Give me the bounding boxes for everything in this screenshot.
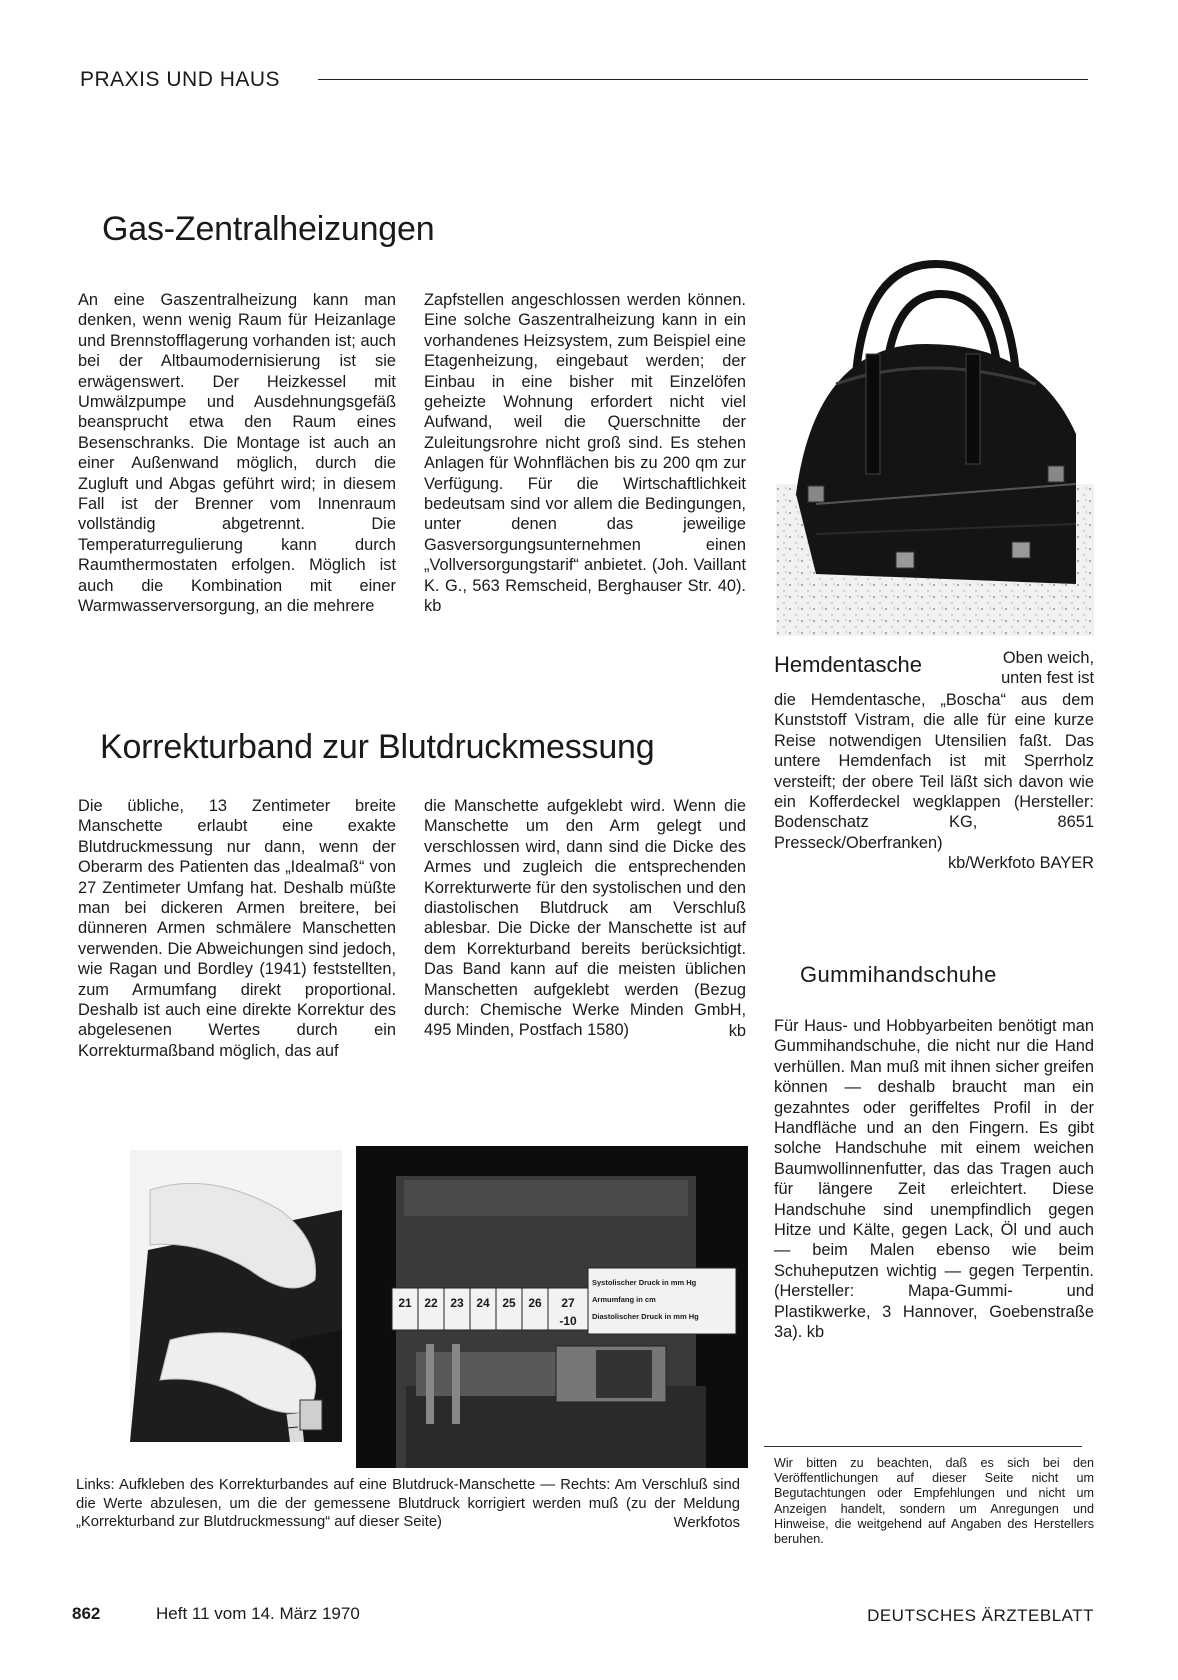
article-hemden-lead bbox=[968, 648, 1094, 689]
article-hemden-credit: kb/Werkfoto BAYER bbox=[947, 854, 1094, 873]
photo-caption-text: Links: Aufkleben des Korrekturbandes auf eine Blutdruck-Manschette — Rechts: Am Verschluß sind die Werte abzulesen, um die der gemessene Blutdruck korrigiert werden muß (zu der Meldung „Korrekturband zur Blutdruckmessung“ auf dieser Seite) bbox=[76, 1477, 740, 1531]
article-hemden-lead-1: Oben weich, bbox=[1002, 649, 1094, 667]
article-title-hemden: Hemdentasche bbox=[774, 652, 922, 677]
article-korrektur-col2-text: die Manschette aufgeklebt wird. Wenn die Manschette um den Arm gelegt und verschlossen wird, dann sind die Dicke des Armes und zugleich die entsprechenden Korrekturwerte für den systolischen und den diastolischen Blutdruck am Verschluß ablesbar. Die Dicke der Manschette ist auf dem Korrekturband bereits berücksichtigt. Das Band kann auf die meisten üblichen Manschetten aufgeklebt werden (Bezug durch: Chemische Werke Minden GmbH, 495 Minden, Postfach 1580) bbox=[424, 797, 746, 1040]
article-korrektur-signature: kb bbox=[728, 1021, 746, 1040]
band-number: 21 bbox=[398, 1296, 412, 1310]
photo-applying-band bbox=[130, 1150, 342, 1442]
article-hemden-body bbox=[774, 690, 1094, 874]
section-label: PRAXIS UND HAUS bbox=[80, 68, 281, 91]
article-gas-col1-text: An eine Gaszentralheizung kann man denken, wenn wenig Raum für Heizanlage und Brennstofflagerung vorhanden ist; auch bei der Altbaumodernisierung ist sie erwägenswert. Der Heizkessel mit Umwälzpumpe und Ausdehnungsgefäß beansprucht etwa den Raum eines Besenschranks. Die Montage ist auch an einer Außenwand möglich, durch die Zugluft und Abgas geführt wird; in diesem Fall ist der Brenner vom Innenraum vollständig abgetrennt. Die Temperaturregulierung kann durch Raumthermostaten erfolgen. Möglich ist auch die Kombination mit einer Warmwasserversorgung, an die mehrere bbox=[78, 291, 396, 616]
issue-info: Heft 11 vom 14. März 1970 bbox=[156, 1604, 360, 1623]
band-number: 23 bbox=[450, 1296, 464, 1310]
article-gas-col2-text: Zapfstellen angeschlossen werden können. Eine solche Gaszentralheizung kann in ein vorhandenes Heizsystem, zum Beispiel eine Etagenheizung, eingebaut werden; der Einbau in eine bisher mit Einzelöfen geheizte Wohnung erfordert nicht viel Aufwand, weil die Querschnitte der Zuleitungsrohre nicht groß sind. Es stehen Anlagen für Wohnflächen bis zu 200 qm zur Verfügung. Für die Wirtschaftlichkeit bedeutsam sind vor allem die Bedingungen, unter denen das jeweilige Gasversorgungsunternehmen einen „Vollversorgungstarif“ anbietet. (Joh. Vaillant K. G., 563 Remscheid, Berghauser Str. 40). kb bbox=[424, 291, 746, 616]
article-title-gummi: Gummihandschuhe bbox=[800, 962, 997, 987]
article-korrektur-col1 bbox=[78, 796, 396, 1061]
band-label-diastolic: Diastolischer Druck in mm Hg bbox=[592, 1312, 699, 1321]
article-gummi-body bbox=[774, 1016, 1094, 1343]
photo-caption-credit: Werkfotos bbox=[673, 1514, 740, 1531]
photo-caption bbox=[76, 1476, 740, 1532]
photo-band-closure bbox=[356, 1146, 748, 1468]
band-label-arm: Armumfang in cm bbox=[592, 1295, 656, 1304]
article-hemden-lead-2: unten fest ist bbox=[1001, 669, 1094, 688]
article-title-gas: Gas-Zentralheizungen bbox=[102, 210, 435, 248]
editorial-notice: Wir bitten zu beachten, daß es sich bei den Veröffentlichungen auf dieser Seite nicht um Begutachtungen oder Empfehlungen und nicht um Anzeigen handelt, sondern um Anregungen und Hinweise, die weitgehend auf Angaben des Herstellers beruhen. bbox=[774, 1456, 1094, 1547]
header-rule bbox=[318, 79, 1088, 80]
band-number: 25 bbox=[502, 1296, 516, 1310]
band-number: 27 bbox=[561, 1296, 575, 1310]
photo-bag bbox=[776, 234, 1094, 636]
article-gas-col2 bbox=[424, 290, 746, 617]
article-title-korrektur: Korrekturband zur Blutdruckmessung bbox=[100, 728, 655, 766]
article-gummi-text: Für Haus- und Hobbyarbeiten benötigt man Gummihandschuhe, die nicht nur die Hand verhüllen. Man muß mit ihnen sicher greifen können — deshalb braucht man ein gezahntes oder geriffeltes Profil in der Handfläche und an den Fingern. Es gibt solche Handschuhe mit einem weichen Baumwollinnenfutter, das das Tragen auch für längere Zeit erleichtert. Diese Handschuhe sind unempfindlich gegen Hitze und Kälte, gegen Lack, Öl und auch — beim Malen ebenso wie beim Schuheputzen wichtig — gegen Terpentin. (Hersteller: Mapa-Gummi- und Plastikwerke, 3 Hannover, Goebenstraße 3a). kb bbox=[774, 1017, 1094, 1342]
band-number: 24 bbox=[476, 1296, 490, 1310]
notice-rule bbox=[764, 1446, 1082, 1447]
band-correction-value: -10 bbox=[559, 1314, 577, 1328]
journal-name: DEUTSCHES ÄRZTEBLATT bbox=[867, 1606, 1094, 1625]
band-number: 22 bbox=[424, 1296, 438, 1310]
article-korrektur-col2 bbox=[424, 796, 746, 1041]
article-korrektur-col1-text: Die übliche, 13 Zentimeter breite Manschette erlaubt eine exakte Blutdruckmessung nur dann, wenn der Oberarm des Patienten das „Idealmaß“ von 27 Zentimeter Umfang hat. Deshalb müßte man bei dickeren Armen breitere, bei dünneren Armen schmälere Manschetten verwenden. Die Abweichungen sind jedoch, wie Ragan und Bordley (1941) feststellten, zum Armumfang direkt proportional. Deshalb ist auch eine direkte Korrektur des abgelesenen Wertes durch ein Korrekturmaßband möglich, das auf bbox=[78, 797, 396, 1060]
article-hemden-text: die Hemdentasche, „Boscha“ aus dem Kunststoff Vistram, die alle für eine kurze Reise notwendigen Utensilien faßt. Das untere Hemdenfach ist mit Sperrholz versteift; der obere Teil läßt sich davon wie ein Kofferdeckel wegklappen (Hersteller: Bodenschatz KG, 8651 Presseck/Oberfranken) bbox=[774, 691, 1094, 852]
band-legend bbox=[592, 1274, 734, 1325]
band-scale bbox=[392, 1296, 588, 1310]
band-number: 26 bbox=[528, 1296, 542, 1310]
page-number: 862 bbox=[72, 1604, 101, 1623]
article-gas-col1 bbox=[78, 290, 396, 617]
band-label-systolic: Systolischer Druck in mm Hg bbox=[592, 1278, 697, 1287]
